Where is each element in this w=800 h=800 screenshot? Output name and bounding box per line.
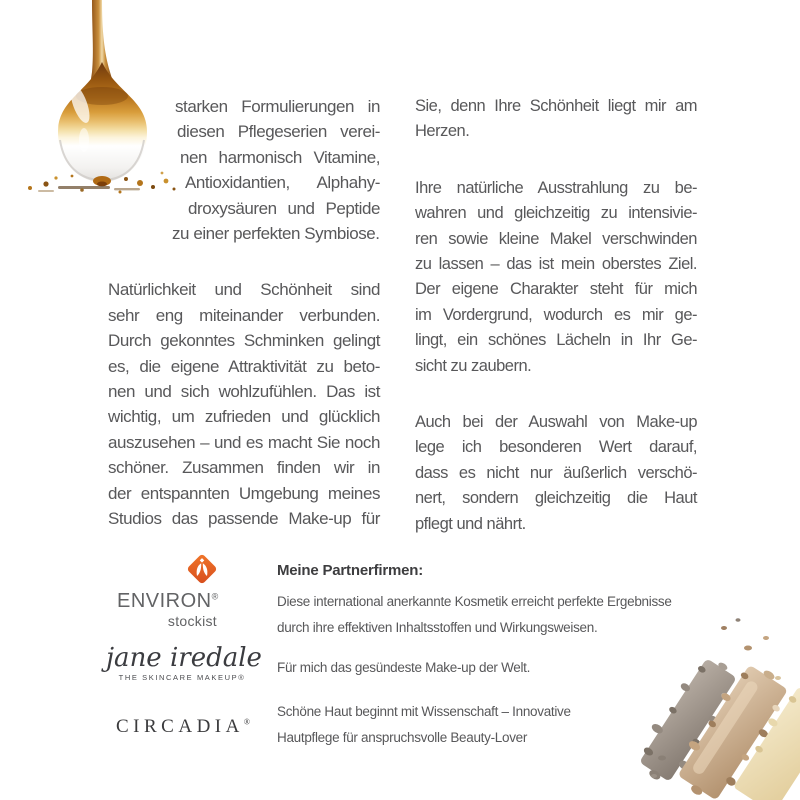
partners-heading: Meine Partnerfirmen: [277, 562, 424, 579]
text-line: Auch bei der Auswahl von Make-up [415, 413, 697, 432]
text-line: Durch gekonntes Schminken gelingt [108, 331, 380, 351]
text-line: lege ich besonderen Wert darauf, [415, 438, 697, 457]
paragraph [108, 94, 380, 246]
circadia-description [277, 699, 571, 751]
text-line: auszusehen – und es macht Sie noch [108, 432, 380, 452]
text-line: nen harmonisch Vitamine, [180, 147, 380, 167]
text-line: Ihre natürliche Ausstrahlung zu be- [415, 178, 697, 197]
text-line: ren sowie kleine Makel verschwinden [415, 229, 697, 248]
paragraph [108, 277, 380, 531]
paragraph [415, 176, 697, 379]
text-line: diesen Pflegeserien verei- [177, 122, 380, 142]
text-line: lingt, ein schönes Lächeln in Ihr Ge- [415, 331, 697, 350]
text-line: Herzen. [415, 122, 470, 141]
jane-iredale-logo [106, 643, 262, 682]
makeup-powder-image [628, 608, 800, 800]
environ-stockist-label: stockist [167, 613, 217, 629]
text-line: nen und sich wohlzufühlen. Das ist [108, 382, 380, 402]
text-line: Diese international anerkannte Kosmetik erreicht perfekte Ergebnisse [277, 594, 672, 609]
environ-leaf-icon [183, 550, 221, 588]
environ-name: ENVIRON [117, 590, 212, 612]
text-line: der entspannten Umgebung meines [108, 483, 380, 503]
text-line: schöner. Zusammen finden wir in [108, 458, 380, 478]
text-line: zu einer perfekten Symbiose. [172, 224, 380, 244]
text-line: sehr eng miteinander verbunden. [108, 305, 380, 325]
paragraph [415, 94, 697, 145]
text-line: Natürlichkeit und Schönheit sind [108, 280, 380, 300]
text-line: es, die eigene Attraktivität zu beto- [108, 356, 380, 376]
jane-iredale-description [277, 655, 530, 681]
environ-description [277, 589, 672, 641]
text-line: durch ihre effektiven Inhaltsstoffen und Wirkungsweisen. [277, 620, 598, 635]
jane-iredale-wordmark: jane iredale [106, 643, 262, 673]
text-line: im Vordergrund, wodurch es mir ge- [415, 305, 697, 324]
left-text-column [108, 94, 380, 532]
text-line: sicht zu zaubern. [415, 356, 532, 375]
text-line: Schöne Haut beginnt mit Wissenschaft – Innovative [277, 704, 571, 719]
text-line: Antioxidantien, Alphahy- [185, 173, 380, 193]
text-line: Hautpflege für anspruchsvolle Beauty-Lover [277, 730, 528, 745]
circadia-name: CIRCADIA [116, 716, 244, 737]
text-line: nert, sondern gleichzeitig die Haut [415, 489, 697, 508]
right-text-column [415, 94, 697, 537]
text-line: Sie, denn Ihre Schönheit liegt mir am [415, 97, 697, 115]
text-line: droxysäuren und Peptide [188, 198, 380, 218]
text-line: pflegt und nährt. [415, 514, 526, 533]
text-line: Studios das passende Make-up für [108, 509, 380, 529]
registered-mark: ® [211, 591, 219, 602]
text-line: dass es nicht nur äußerlich verschö- [415, 463, 697, 482]
text-line: Für mich das gesündeste Make-up der Welt. [277, 660, 531, 675]
text-line: wichtig, um zufrieden und glücklich [108, 407, 380, 427]
jane-iredale-tagline: THE SKINCARE MAKEUP® [118, 673, 246, 682]
environ-wordmark [117, 590, 219, 613]
circadia-logo [116, 716, 250, 738]
text-line: starken Formulierungen in [175, 97, 380, 116]
text-line: Der eigene Charakter steht für mich [415, 280, 697, 299]
paragraph [415, 410, 697, 537]
text-line: zu lassen – das ist mein oberstes Ziel. [415, 255, 697, 274]
text-line: wahren und gleichzeitig zu intensivie- [415, 204, 697, 223]
registered-mark: ® [243, 717, 250, 727]
